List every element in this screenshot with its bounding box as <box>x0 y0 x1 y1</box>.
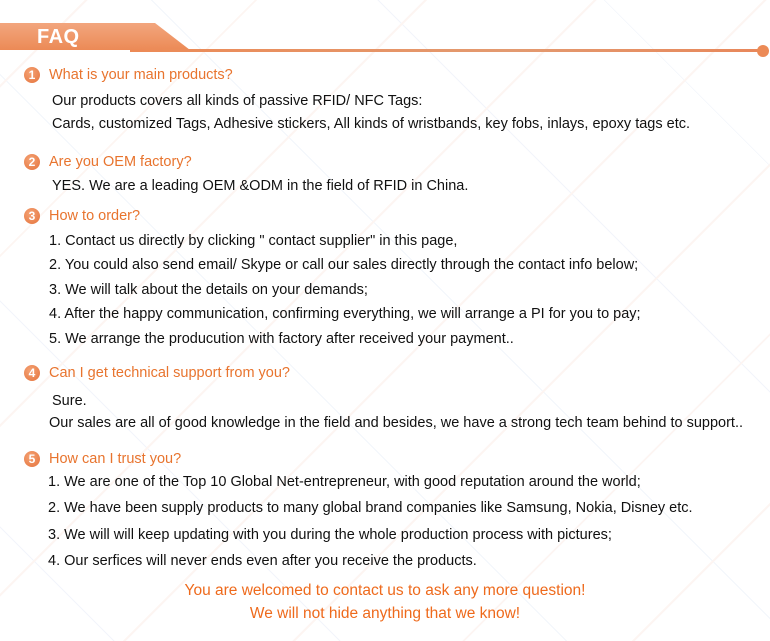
answer-line: Our products covers all kinds of passive RFID/ NFC Tags: <box>52 93 423 109</box>
faq-question-4 <box>24 365 290 381</box>
question-text: Are you OEM factory? <box>49 154 192 170</box>
number-badge-icon: 5 <box>24 451 40 467</box>
question-text: What is your main products? <box>49 67 233 83</box>
footer-line-2: We will not hide anything that we know! <box>249 605 521 622</box>
answer-line: Sure. <box>52 393 87 409</box>
question-text: How to order? <box>49 208 141 224</box>
page-title: FAQ <box>37 26 80 48</box>
answer-line: YES. We are a leading OEM &ODM in the field of RFID in China. <box>52 178 469 194</box>
header-dot-icon <box>757 45 769 57</box>
faq-header <box>0 0 770 60</box>
answer-line: Cards, customized Tags, Adhesive stickers, All kinds of wristbands, key fobs, inlays, epoxy tags etc. <box>52 116 691 132</box>
faq-question-5 <box>24 451 181 467</box>
header-divider <box>130 49 765 52</box>
answer-line: 1. We are one of the Top 10 Global Net-entrepreneur, with good reputation around the world; <box>48 474 641 490</box>
answer-line: 3. We will talk about the details on your demands; <box>49 282 368 298</box>
answer-line: 2. You could also send email/ Skype or call our sales directly through the contact info below; <box>49 257 639 273</box>
faq-tab-banner <box>0 23 190 50</box>
answer-line: 2. We have been supply products to many global brand companies like Samsung, Nokia, Disney etc. <box>48 500 693 516</box>
number-badge-icon: 1 <box>24 67 40 83</box>
faq-question-2 <box>24 154 192 170</box>
faq-question-1 <box>24 67 233 83</box>
answer-line: Our sales are all of good knowledge in the field and besides, we have a strong tech team behind to support.. <box>49 415 744 431</box>
answer-line: 4. Our serfices will never ends even after you receive the products. <box>48 553 477 569</box>
answer-line: 3. We will will keep updating with you during the whole production process with pictures; <box>48 527 612 543</box>
question-text: Can I get technical support from you? <box>49 365 290 381</box>
number-badge-icon: 3 <box>24 208 40 224</box>
number-badge-icon: 2 <box>24 154 40 170</box>
answer-line: 5. We arrange the producution with factory after received your payment.. <box>49 331 514 347</box>
footer-line-1: You are welcomed to contact us to ask any more question! <box>184 582 586 599</box>
answer-line: 4. After the happy communication, confirming everything, we will arrange a PI for you to pay; <box>49 306 641 322</box>
answer-line: 1. Contact us directly by clicking " contact supplier" in this page, <box>49 233 458 249</box>
number-badge-icon: 4 <box>24 365 40 381</box>
question-text: How can I trust you? <box>49 451 182 467</box>
faq-question-3 <box>24 208 140 224</box>
